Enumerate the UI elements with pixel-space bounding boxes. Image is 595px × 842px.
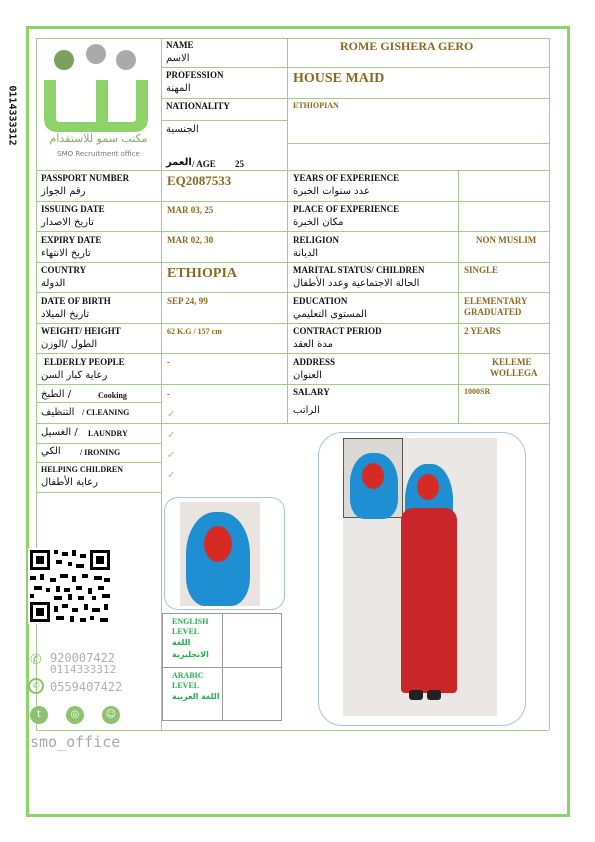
helping-check-icon: ✓	[167, 470, 176, 481]
address-value-2: WOLLEGA	[490, 368, 538, 378]
salary-label-ar: الراتب	[293, 405, 320, 416]
passport-label-ar: رقم الجواز	[41, 186, 86, 197]
phone-1: 920007422	[50, 651, 116, 665]
english-level-label-ar: اللغة	[172, 638, 191, 647]
dob-value: SEP 24, 99	[167, 296, 208, 306]
cleaning-label-ar: التنظيف	[41, 407, 75, 418]
salary-value: 1000SR	[464, 387, 491, 396]
education-label: EDUCATION	[293, 296, 348, 306]
age-value: 25	[235, 159, 244, 169]
cooking-value: -	[167, 389, 170, 399]
religion-label-ar: الديانة	[293, 248, 319, 259]
instagram-icon: ◎	[66, 706, 84, 724]
nationality-label-ar: الجنسية	[166, 124, 199, 135]
marital-value: SINGLE	[464, 265, 499, 275]
contract-value: 2 YEARS	[464, 326, 501, 336]
years-exp-label-ar: عدد سنوات الخبرة	[293, 186, 370, 197]
country-label-ar: الدولة	[41, 278, 66, 289]
marital-label-ar: الحالة الاجتماعية وعدد الأطفال	[293, 278, 420, 289]
expiry-value: MAR 02, 30	[167, 235, 214, 245]
place-exp-label-ar: مكان الخبرة	[293, 217, 344, 228]
address-value-1: KELEME	[492, 357, 532, 367]
twitter-icon: t	[30, 706, 48, 724]
religion-label: RELIGION	[293, 235, 340, 245]
weight-label: WEIGHT/ HEIGHT	[41, 326, 121, 336]
years-exp-label: YEARS OF EXPERIENCE	[293, 173, 400, 183]
marital-label: MARITAL STATUS/ CHILDREN	[293, 265, 425, 275]
arabic-level-label-2: LEVEL	[172, 681, 200, 690]
name-label: NAME	[166, 40, 194, 50]
issuing-label: ISSUING DATE	[41, 204, 105, 214]
education-value-1: ELEMENTARY	[464, 296, 528, 306]
logo	[36, 40, 161, 168]
full-body-photo	[343, 438, 497, 716]
passport-label: PASSPORT NUMBER	[41, 173, 130, 183]
dob-label: DATE OF BIRTH	[41, 296, 111, 306]
elderly-value: -	[167, 357, 170, 367]
ironing-check-icon: ✓	[167, 450, 176, 461]
cooking-label-ar: الطبخ /	[41, 389, 72, 400]
education-value-2: GRADUATED	[464, 307, 522, 317]
phone-2: 0114333312	[50, 663, 117, 676]
qr-code-icon	[28, 548, 112, 624]
logo-english: SMO Recruitment office	[57, 150, 140, 158]
nationality-value: ETHIOPIAN	[293, 101, 339, 110]
passport-photo	[180, 502, 260, 606]
nationality-label: NATIONALITY	[166, 101, 230, 111]
expiry-label: EXPIRY DATE	[41, 235, 102, 245]
education-label-ar: المستوى التعليمي	[293, 309, 367, 320]
address-label-ar: العنوان	[293, 370, 322, 381]
country-value: ETHIOPIA	[167, 266, 238, 281]
contract-label: CONTRACT PERIOD	[293, 326, 382, 336]
english-level-label: ENGLISH	[172, 617, 209, 626]
weight-label-ar: الطول /الوزن	[41, 339, 98, 350]
laundry-label: LAUNDRY	[88, 429, 128, 438]
side-phone-text: 0114333312	[6, 85, 18, 146]
place-exp-label: PLACE OF EXPERIENCE	[293, 204, 400, 214]
helping-label-ar: رعاية الأطفال	[41, 477, 98, 488]
profession-value: HOUSE MAID	[293, 71, 385, 86]
ironing-label-ar: الكي	[41, 446, 61, 457]
english-level-label-ar-2: الانجليزية	[172, 650, 209, 659]
salary-label: SALARY	[293, 387, 330, 397]
arabic-level-label-ar: اللغة العربية	[172, 692, 220, 701]
arabic-level-label: ARABIC	[172, 671, 204, 680]
name-value: ROME GISHERA GERO	[340, 39, 474, 53]
logo-arabic: مكتب سمو للاستقدام	[49, 132, 148, 145]
dob-label-ar: تاريخ الميلاد	[41, 309, 90, 320]
country-label: COUNTRY	[41, 265, 87, 275]
age-label-ar: العمر	[166, 157, 192, 168]
cooking-label: Cooking	[98, 391, 127, 400]
age-label: / AGE	[192, 159, 216, 169]
weight-value: 62 K.G / 157 cm	[167, 327, 222, 336]
elderly-label: ELDERLY PEOPLE	[44, 357, 125, 367]
address-label: ADDRESS	[293, 357, 336, 367]
snapchat-icon: ☺	[102, 706, 120, 724]
whatsapp-icon: ✆	[28, 678, 44, 694]
grid-line	[458, 170, 459, 423]
laundry-check-icon: ✓	[167, 430, 176, 441]
laundry-label-ar: الغسيل /	[41, 427, 78, 438]
cleaning-check-icon: ✓	[167, 409, 176, 420]
english-level-label-2: LEVEL	[172, 627, 200, 636]
passport-value: EQ2087533	[167, 173, 232, 188]
expiry-label-ar: تاريخ الانتهاء	[41, 248, 91, 259]
helping-label: HELPING CHILDREN	[41, 465, 124, 474]
phone-icon: ✆	[30, 652, 42, 668]
social-handle: smo_office	[30, 733, 121, 751]
elderly-label-ar: رعاية كبار السن	[41, 370, 108, 381]
whatsapp-number: 0559407422	[50, 680, 123, 694]
religion-value: NON MUSLIM	[476, 235, 537, 245]
profession-label-ar: المهنة	[166, 83, 191, 94]
grid-line	[549, 38, 550, 730]
profession-label: PROFESSION	[166, 70, 224, 80]
issuing-value: MAR 03, 25	[167, 205, 214, 215]
name-label-ar: الاسم	[166, 53, 190, 64]
contract-label-ar: مدة العقد	[293, 339, 333, 350]
issuing-label-ar: تاريخ الاصدار	[41, 217, 94, 228]
ironing-label: / IRONING	[80, 448, 121, 457]
cleaning-label: / CLEANING	[82, 408, 130, 417]
logo-mark-icon	[36, 40, 161, 140]
